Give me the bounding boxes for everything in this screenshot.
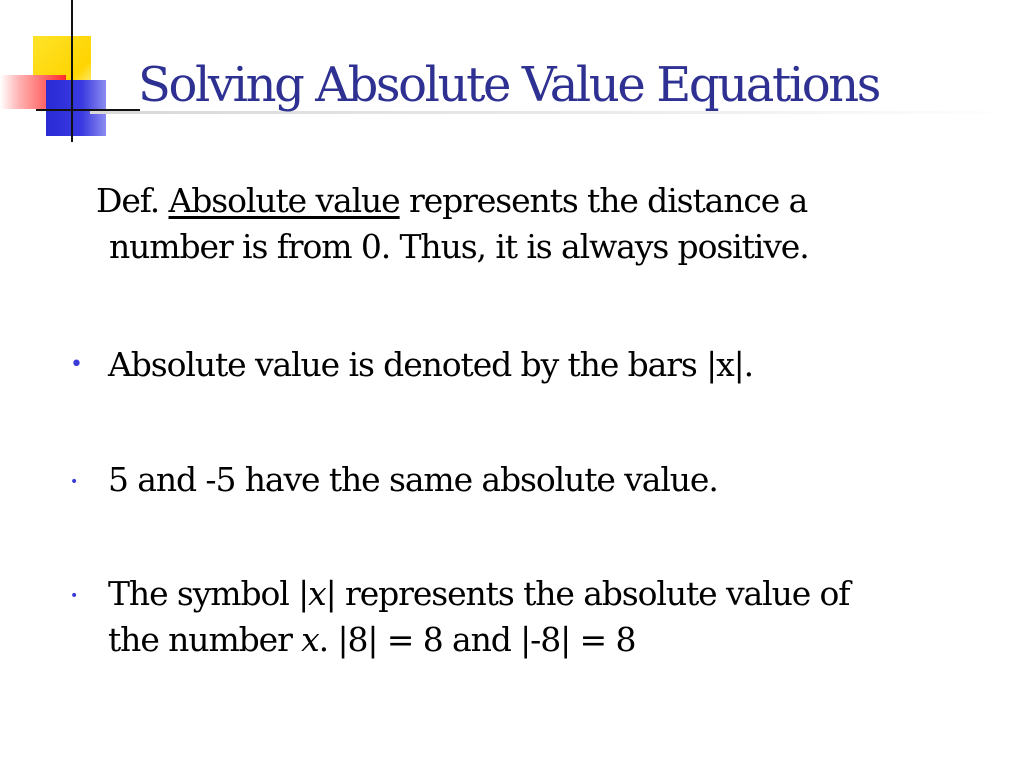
variable-x: x [308, 574, 326, 613]
definition-line-2: number is from 0. Thus, it is always positive. [109, 227, 809, 266]
variable-x: x [301, 620, 319, 659]
bullet-text-part: The symbol | [108, 574, 309, 613]
definition-paragraph [96, 178, 916, 270]
definition-prefix: Def. [96, 181, 169, 220]
bullet-text: Absolute value is denoted by the bars |x|. [108, 345, 754, 384]
bullet-text: 5 and -5 have the same absolute value. [108, 460, 718, 499]
bullet-dot-icon: • [70, 588, 78, 604]
slide-title: Solving Absolute Value Equations [138, 57, 880, 113]
bullet-dot-icon: • [70, 474, 78, 490]
bullet-text-part: . |8| = 8 and |-8| = 8 [318, 620, 636, 659]
definition-rest: represents the distance a [399, 181, 808, 220]
bullet-text-part: the number [108, 620, 302, 659]
bullet-text-part: | represents the absolute value of [325, 574, 850, 613]
definition-term: Absolute value [168, 181, 400, 220]
bullet-dot-icon: • [70, 352, 82, 377]
bullet-text [108, 571, 988, 663]
